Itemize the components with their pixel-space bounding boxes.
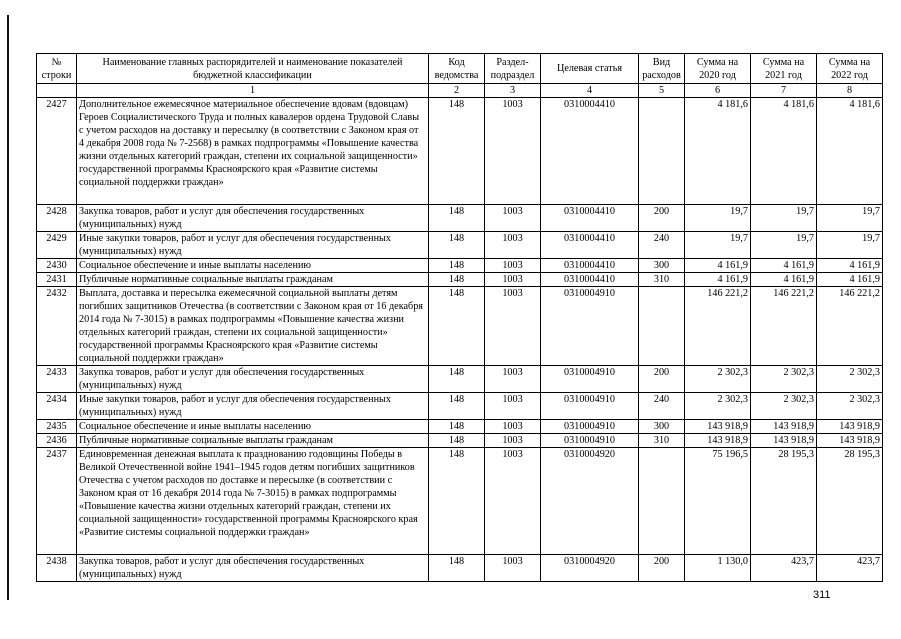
row-code: 148: [429, 273, 485, 287]
row-code: 148: [429, 420, 485, 434]
row-sum-2022: 4 161,9: [817, 259, 883, 273]
header-code: Код ведомства: [429, 54, 485, 84]
row-sum-2022: 2 302,3: [817, 393, 883, 420]
row-sum-2021: 2 302,3: [751, 393, 817, 420]
row-type: 240: [639, 232, 685, 259]
row-type: 310: [639, 434, 685, 448]
row-target: 0310004410: [541, 205, 639, 232]
row-type: 240: [639, 393, 685, 420]
row-name: Иные закупки товаров, работ и услуг для обеспечения государственных (муниципальных) нужд: [77, 232, 429, 259]
header-sum-2022: Сумма на 2022 год: [817, 54, 883, 84]
row-sum-2021: 143 918,9: [751, 434, 817, 448]
row-section: 1003: [485, 555, 541, 582]
row-type: 300: [639, 259, 685, 273]
row-type: [639, 98, 685, 205]
column-number-row: [37, 84, 883, 98]
row-section: 1003: [485, 98, 541, 205]
row-name: Выплата, доставка и пересылка ежемесячной социальной выплаты детям погибших защитников Отечества (в соответствии с Законом края от 16 декабря 2014 года № 7-3015) в рамках подпрограммы «Повышение качества жизни отдельных категорий граждан, степени их социальной защищенности» государственной программы Красноярского края «Развитие системы социальной поддержки граждан»: [77, 287, 429, 366]
row-target: 0310004410: [541, 232, 639, 259]
table-row: [37, 273, 883, 287]
row-sum-2022: 4 181,6: [817, 98, 883, 205]
row-number: 2427: [37, 98, 77, 205]
row-sum-2020: 19,7: [685, 232, 751, 259]
row-name: Публичные нормативные социальные выплаты гражданам: [77, 273, 429, 287]
column-number: 5: [639, 84, 685, 98]
row-sum-2021: 2 302,3: [751, 366, 817, 393]
table-row: [37, 259, 883, 273]
row-type: 200: [639, 366, 685, 393]
row-number: 2438: [37, 555, 77, 582]
row-sum-2020: 4 181,6: [685, 98, 751, 205]
row-type: [639, 448, 685, 555]
row-number: 2436: [37, 434, 77, 448]
row-section: 1003: [485, 205, 541, 232]
row-sum-2022: 19,7: [817, 205, 883, 232]
left-margin-line: [7, 15, 9, 600]
row-section: 1003: [485, 393, 541, 420]
page-number: 311: [813, 589, 831, 601]
row-name: Иные закупки товаров, работ и услуг для обеспечения государственных (муниципальных) нужд: [77, 393, 429, 420]
table-row: [37, 287, 883, 366]
header-section: Раздел-подраздел: [485, 54, 541, 84]
row-type: [639, 287, 685, 366]
row-name: Закупка товаров, работ и услуг для обеспечения государственных (муниципальных) нужд: [77, 205, 429, 232]
row-section: 1003: [485, 232, 541, 259]
row-target: 0310004410: [541, 259, 639, 273]
row-sum-2022: 423,7: [817, 555, 883, 582]
row-sum-2022: 4 161,9: [817, 273, 883, 287]
column-number: 6: [685, 84, 751, 98]
table-row: [37, 98, 883, 205]
row-target: 0310004910: [541, 434, 639, 448]
row-name: Социальное обеспечение и иные выплаты населению: [77, 420, 429, 434]
row-code: 148: [429, 448, 485, 555]
row-section: 1003: [485, 366, 541, 393]
column-number: [37, 84, 77, 98]
row-sum-2022: 19,7: [817, 232, 883, 259]
column-number: 8: [817, 84, 883, 98]
row-target: 0310004410: [541, 273, 639, 287]
row-name: Дополнительное ежемесячное материальное обеспечение вдовам (вдовцам) Героев Социалистического Труда и полных кавалеров ордена Трудовой Славы с учетом расходов на доставку и пересылку (в соответствии с Законом края от 4 декабря 2008 года № 7-2568) в рамках подпрограммы «Повышение качества жизни отдельных категорий граждан, степени их социальной защищенности» государственной программы Красноярского края «Развитие системы социальной поддержки граждан»: [77, 98, 429, 205]
row-sum-2020: 2 302,3: [685, 366, 751, 393]
table-row: [37, 232, 883, 259]
row-target: 0310004410: [541, 98, 639, 205]
row-name: Публичные нормативные социальные выплаты гражданам: [77, 434, 429, 448]
header-name: Наименование главных распорядителей и наименование показателей бюджетной классификации: [77, 54, 429, 84]
row-sum-2021: 19,7: [751, 205, 817, 232]
table-row: [37, 434, 883, 448]
column-number: 3: [485, 84, 541, 98]
row-section: 1003: [485, 420, 541, 434]
table-row: [37, 205, 883, 232]
row-sum-2021: 143 918,9: [751, 420, 817, 434]
row-type: 200: [639, 205, 685, 232]
row-sum-2021: 4 181,6: [751, 98, 817, 205]
table-header-row: [37, 54, 883, 84]
row-sum-2021: 19,7: [751, 232, 817, 259]
budget-table: [36, 53, 883, 582]
row-sum-2020: 19,7: [685, 205, 751, 232]
row-code: 148: [429, 259, 485, 273]
table-row: [37, 448, 883, 555]
row-name: Закупка товаров, работ и услуг для обеспечения государственных (муниципальных) нужд: [77, 555, 429, 582]
row-section: 1003: [485, 273, 541, 287]
row-target: 0310004910: [541, 366, 639, 393]
row-number: 2431: [37, 273, 77, 287]
row-number: 2432: [37, 287, 77, 366]
row-sum-2020: 146 221,2: [685, 287, 751, 366]
table-row: [37, 420, 883, 434]
row-target: 0310004910: [541, 393, 639, 420]
row-sum-2020: 1 130,0: [685, 555, 751, 582]
row-section: 1003: [485, 448, 541, 555]
table-body: [37, 98, 883, 582]
column-number: 2: [429, 84, 485, 98]
row-number: 2430: [37, 259, 77, 273]
column-number: 1: [77, 84, 429, 98]
row-sum-2022: 143 918,9: [817, 434, 883, 448]
header-target: Целевая статья: [541, 54, 639, 84]
table-row: [37, 393, 883, 420]
row-type: 310: [639, 273, 685, 287]
row-sum-2020: 143 918,9: [685, 420, 751, 434]
row-sum-2020: 143 918,9: [685, 434, 751, 448]
column-number: 7: [751, 84, 817, 98]
row-target: 0310004910: [541, 287, 639, 366]
row-sum-2022: 2 302,3: [817, 366, 883, 393]
row-code: 148: [429, 287, 485, 366]
row-type: 300: [639, 420, 685, 434]
row-sum-2021: 423,7: [751, 555, 817, 582]
row-sum-2022: 143 918,9: [817, 420, 883, 434]
header-sum-2021: Сумма на 2021 год: [751, 54, 817, 84]
row-code: 148: [429, 205, 485, 232]
row-number: 2435: [37, 420, 77, 434]
row-sum-2020: 4 161,9: [685, 273, 751, 287]
row-code: 148: [429, 366, 485, 393]
row-sum-2022: 146 221,2: [817, 287, 883, 366]
row-target: 0310004920: [541, 555, 639, 582]
row-sum-2020: 4 161,9: [685, 259, 751, 273]
header-row-no: № строки: [37, 54, 77, 84]
row-sum-2021: 4 161,9: [751, 259, 817, 273]
row-number: 2434: [37, 393, 77, 420]
header-type: Вид расходов: [639, 54, 685, 84]
row-number: 2437: [37, 448, 77, 555]
row-section: 1003: [485, 259, 541, 273]
row-code: 148: [429, 232, 485, 259]
row-number: 2433: [37, 366, 77, 393]
row-sum-2021: 146 221,2: [751, 287, 817, 366]
row-sum-2022: 28 195,3: [817, 448, 883, 555]
table-row: [37, 555, 883, 582]
row-name: Закупка товаров, работ и услуг для обеспечения государственных (муниципальных) нужд: [77, 366, 429, 393]
row-section: 1003: [485, 287, 541, 366]
row-code: 148: [429, 98, 485, 205]
row-target: 0310004910: [541, 420, 639, 434]
row-code: 148: [429, 555, 485, 582]
row-code: 148: [429, 393, 485, 420]
row-sum-2021: 28 195,3: [751, 448, 817, 555]
column-number: 4: [541, 84, 639, 98]
row-section: 1003: [485, 434, 541, 448]
row-number: 2428: [37, 205, 77, 232]
header-sum-2020: Сумма на 2020 год: [685, 54, 751, 84]
row-target: 0310004920: [541, 448, 639, 555]
table-row: [37, 366, 883, 393]
row-type: 200: [639, 555, 685, 582]
row-sum-2020: 2 302,3: [685, 393, 751, 420]
row-number: 2429: [37, 232, 77, 259]
row-sum-2020: 75 196,5: [685, 448, 751, 555]
row-code: 148: [429, 434, 485, 448]
row-name: Единовременная денежная выплата к празднованию годовщины Победы в Великой Отечественной войне 1941–1945 годов детям погибших защитников Отечества с учетом расходов по доставке и пересылке (в соответствии с Законом края от 16 декабря 2014 года № 7-3015) в рамках подпрограммы «Повышение качества жизни отдельных категорий граждан, степени их социальной защищенности» государственной программы Красноярского края «Развитие системы социальной поддержки граждан»: [77, 448, 429, 555]
row-name: Социальное обеспечение и иные выплаты населению: [77, 259, 429, 273]
row-sum-2021: 4 161,9: [751, 273, 817, 287]
